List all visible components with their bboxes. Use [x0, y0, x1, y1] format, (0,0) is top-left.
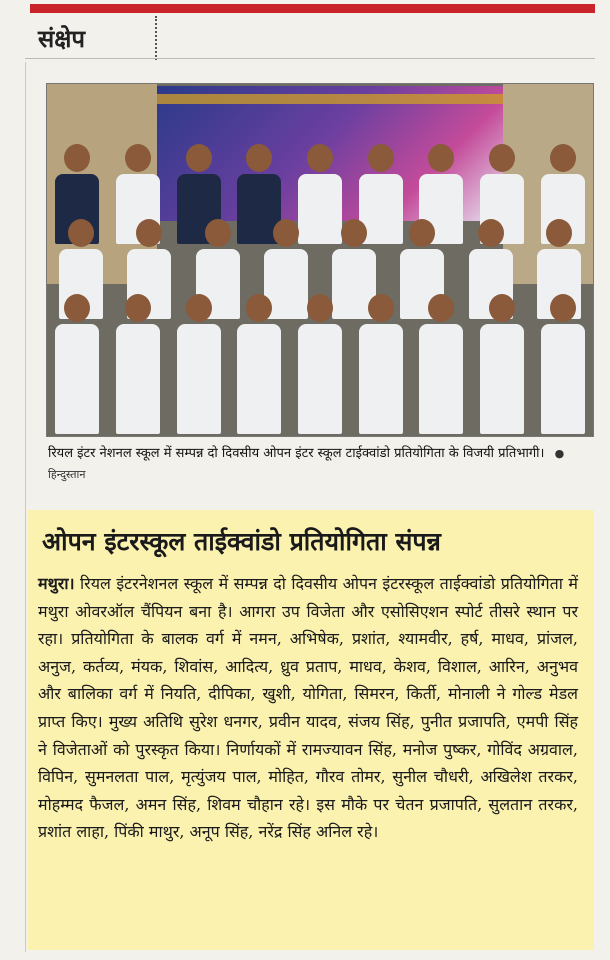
- article-body: [38, 570, 578, 846]
- photo-front-row: [47, 294, 593, 434]
- article-body-text: रियल इंटरनेशनल स्कूल में सम्पन्न दो दिवसीय ओपन इंटरस्कूल ताईक्वांडो प्रतियोगिता में मथुरा ओवरऑल चैंपियन बना है। आगरा उप विजेता और एसोसिएशन स्पोर्ट तीसरे स्थान पर रहा। प्रतियोगिता के बालक वर्ग में नमन, अभिषेक, प्रशांत, श्यामवीर, हर्ष, माधव, प्रांजल, अनुज, कर्तव्य, मंयक, शिवांस, आदित्य, ध्रुव प्रताप, माधव, केशव, विशाल, आरिन, अनुभव और बालिका वर्ग में नियति, दीपिका, खुशी, योगिता, सिमरन, किर्ती, मोनाली ने गोल्ड मेडल प्राप्त किए। मुख्य अतिथि सुरेश धनगर, प्रवीन यादव, संजय सिंह, पुनीत प्रजापति, एमपी सिंह ने विजेताओं को पुरस्कृत किया। निर्णायकों में रामज्यावन सिंह, मनोज पुष्कर, गोविंद अग्रवाल, विपिन, सुमनलता पाल, मृत्युंजय पाल, मोहित, गौरव तोमर, सुनील चौधरी, अखिलेश तरकर, मोहम्मद फैजल, अमन सिंह, शिवम चौहान रहे। इस मौके पर चेतन प्रजापति, सुलतान तरकर, प्रशांत लाहा, पिंकी माथुर, अनूप सिंह, नरेंद्र सिंह अनिल रहे।: [38, 574, 578, 842]
- article-dateline: मथुरा।: [38, 574, 75, 593]
- dotted-separator: [155, 16, 157, 60]
- news-photo: [46, 83, 594, 437]
- section-label: संक्षेप: [38, 24, 86, 53]
- article-headline: ओपन इंटरस्कूल ताईक्वांडो प्रतियोगिता संपन्न: [42, 527, 441, 556]
- photo-caption: [48, 443, 568, 485]
- article-box: [28, 510, 594, 950]
- column-border: [25, 62, 26, 952]
- header-divider: [25, 58, 595, 59]
- top-red-rule: [30, 4, 595, 13]
- caption-text: रियल इंटर नेशनल स्कूल में सम्पन्न दो दिवसीय ओपन इंटर स्कूल टाईक्वांडो प्रतियोगिता के विजयी प्रतिभागी।: [48, 446, 545, 461]
- photo-credit: ● हिन्दुस्तान: [48, 447, 565, 481]
